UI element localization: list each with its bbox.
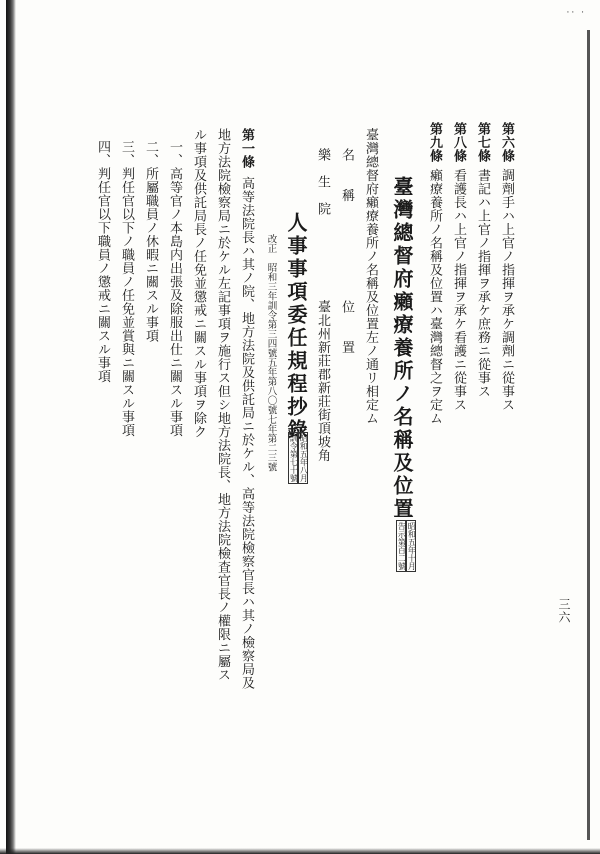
item-4: 四、判任官以下職員ノ懲戒ニ關スル事項 [95, 140, 110, 383]
article-1-head: 第一條 [239, 128, 254, 169]
article-6-text: 調劑手ハ上官ノ指揮ヲ承ケ調劑ニ從事ス [499, 168, 514, 412]
item-3: 三、判任官以下ノ職員ノ任免並賞與ニ關スル事項 [119, 140, 134, 437]
section1-note-line1: 昭和五年十月 [407, 522, 417, 570]
article-1-line-2: 地方法院檢察局ニ於ケル左記事項ヲ施行ス但シ地方法院長、地方法院檢査官長ノ權限ニ屬ス [215, 128, 230, 682]
section2-source-note [298, 432, 308, 484]
column-header-name: 名 稱 [339, 148, 354, 202]
article-8 [452, 122, 465, 412]
article-1-line-1: 高等法院長ハ其ノ院、地方法院及供託局ニ於ケル、高等法院檢察官長ハ其ノ檢察局及 [239, 176, 254, 690]
article-9 [428, 122, 441, 425]
article-8-text: 看護長ハ上官ノ指揮ヲ承ケ看護ニ從事ス [451, 168, 466, 412]
scan-edge-left [6, 0, 16, 854]
entry-location: 臺北州新莊郡新莊街頂坡角 [315, 300, 330, 462]
scan-edge-bottom [0, 848, 600, 854]
article-9-head: 第九條 [427, 122, 442, 163]
column-header-location: 位 置 [339, 300, 354, 354]
article-6 [500, 122, 513, 412]
section2-note-line2: 訓令第七十號 [289, 434, 299, 482]
article-1 [240, 128, 253, 690]
article-1-line-3: ル事項及供託局長ノ任免並懲戒ニ關スル事項ヲ除ク [191, 128, 206, 439]
section1-source-note-2 [396, 520, 406, 572]
section2-source-note-2 [288, 432, 298, 484]
scan-speck: ·· · [566, 8, 586, 18]
article-9-text: 癩療養所ノ名稱及位置ハ臺灣總督之ヲ定ム [427, 168, 442, 425]
section1-note-line2: 告示第百二號 [397, 522, 407, 570]
section1-source-note [406, 520, 416, 572]
entry-name: 樂 生 院 [315, 148, 330, 216]
item-1: 一、高等官ノ本島内出張及除服出仕ニ關スル事項 [167, 140, 182, 437]
amendment-note: 改正 昭和三年訓令第三四號五年第八〇號七年第二三號 [265, 234, 277, 472]
section2-title: 人事事項委任規程抄錄 [284, 212, 308, 442]
article-7-text: 書記ハ上官ノ指揮ヲ承ケ庶務ニ從事ス [475, 168, 490, 398]
article-7 [476, 122, 489, 398]
page-number: 三六 [557, 598, 571, 624]
scan-edge-right [587, 30, 590, 840]
item-2: 二、所屬職員ノ休暇ニ關スル事項 [143, 140, 158, 343]
section1-intro: 臺灣總督府癩療養所ノ名稱及位置左ノ通リ相定ム [363, 128, 378, 425]
article-8-head: 第八條 [451, 122, 466, 163]
section2-note-line1: 昭和五年八月 [299, 434, 309, 482]
section1-title: 臺灣總督府癩療養所ノ名稱及位置 [390, 176, 414, 521]
article-6-head: 第六條 [499, 122, 514, 163]
article-7-head: 第七條 [475, 122, 490, 163]
